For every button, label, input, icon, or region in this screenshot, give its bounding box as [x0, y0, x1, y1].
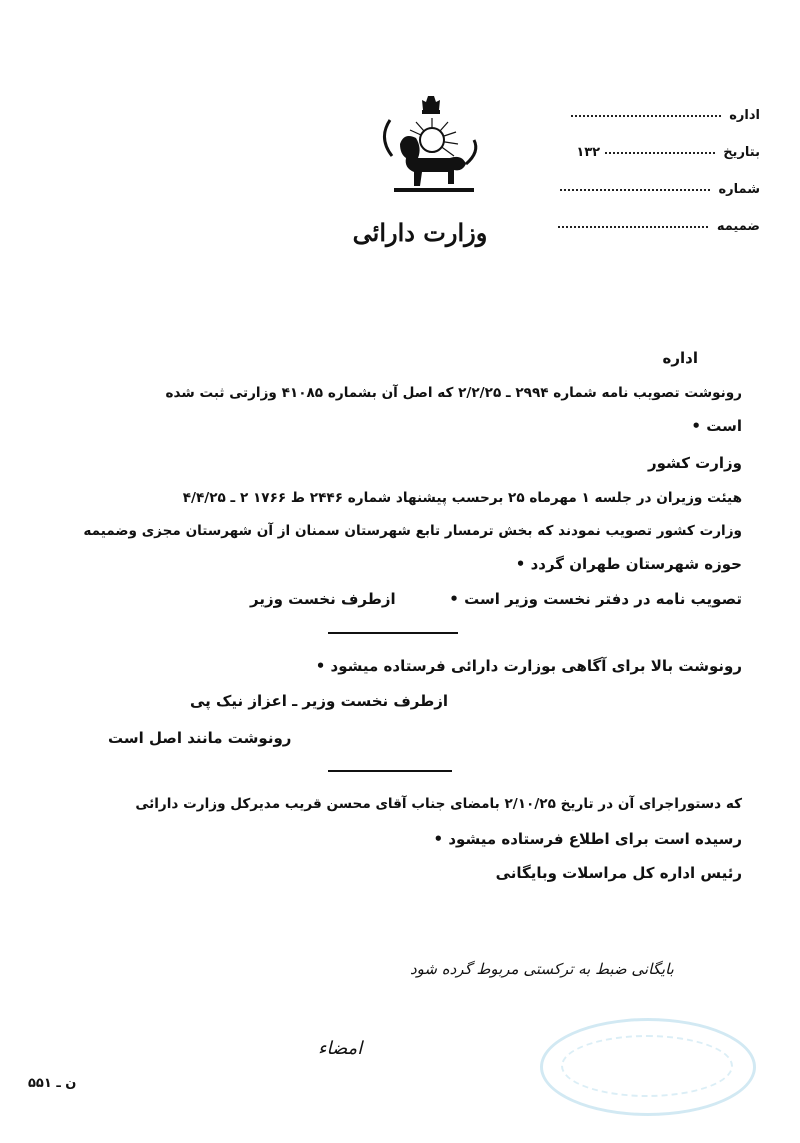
faint-stamp-icon [540, 1018, 756, 1116]
number-dots [560, 189, 710, 191]
body-line-aezaz-nikpey: ازطرف نخست وزیر ـ اعزاز نیک پی [190, 692, 449, 710]
department-field [571, 108, 760, 123]
body-line-is: است • [691, 417, 742, 435]
body-line-decree-office: تصویب نامه در دفتر نخست وزیر است • [449, 590, 742, 608]
body-line-cabinet-session: هیئت وزیران در جلسه ۱ مهرماه ۲۵ برحسب پیشنهاد شماره ۲۴۴۶ ط ۱۷۶۶ ۲ ـ ۴/۴/۲۵ [182, 490, 742, 506]
body-line-head-archives: رئیس اداره کل مراسلات وبایگانی [495, 864, 742, 882]
body-line-execution-order: که دستوراجرای آن در تاریخ ۲/۱۰/۲۵ بامضای جناب آقای محسن قریب مدیرکل وزارت دارائی [135, 796, 742, 812]
body-line-copy-decree: رونوشت تصویب نامه شماره ۲۹۹۴ ـ ۲/۲/۲۵ که اصل آن بشماره ۴۱۰۸۵ وزارتی ثبت شده [165, 385, 742, 401]
body-line-sent-info: رسیده است برای اطلاع فرستاده میشود • [433, 830, 742, 848]
number-label: شماره [718, 182, 760, 197]
body-line-copy-sent: رونوشت بالا برای آگاهی بوزارت دارائی فرستاده میشود • [315, 657, 742, 675]
body-line-on-behalf-pm: ازطرف نخست وزیر [250, 590, 396, 608]
attachment-field [558, 219, 760, 234]
lion-and-sun-emblem-icon [370, 92, 490, 202]
attachment-label: ضمیمه [716, 219, 760, 234]
body-line-approval: وزارت کشور تصویب نمودند که بخش ترمسار تابع شهرستان سمنان از آن شهرستان مجزی وضمیمه [83, 523, 742, 539]
number-field [560, 182, 760, 197]
body-line-department: اداره [662, 349, 698, 367]
department-dots [571, 115, 721, 117]
divider-2 [328, 770, 452, 772]
handwritten-note: بایگانی ضبط به ترکستی مربوط گرده شود [410, 960, 674, 978]
body-line-true-copy: رونوشت مانند اصل است [108, 729, 292, 747]
date-field [576, 145, 760, 160]
ministry-title: وزارت دارائی [352, 218, 488, 247]
body-line-interior-ministry: وزارت کشور [647, 454, 742, 472]
date-dots [605, 152, 715, 154]
body-line-tehran: حوزه شهرستان طهران گردد • [515, 555, 742, 573]
date-value: ۱۳۲ [576, 145, 601, 160]
divider-1 [328, 632, 458, 634]
department-label: اداره [729, 108, 760, 123]
handwritten-signature: امضاء [318, 1038, 363, 1059]
attachment-dots [558, 226, 708, 228]
stamp-inner-ring [561, 1035, 733, 1097]
date-label: بتاریخ [723, 145, 760, 160]
footer-code: ن ـ ۵۵۱ [28, 1076, 77, 1091]
